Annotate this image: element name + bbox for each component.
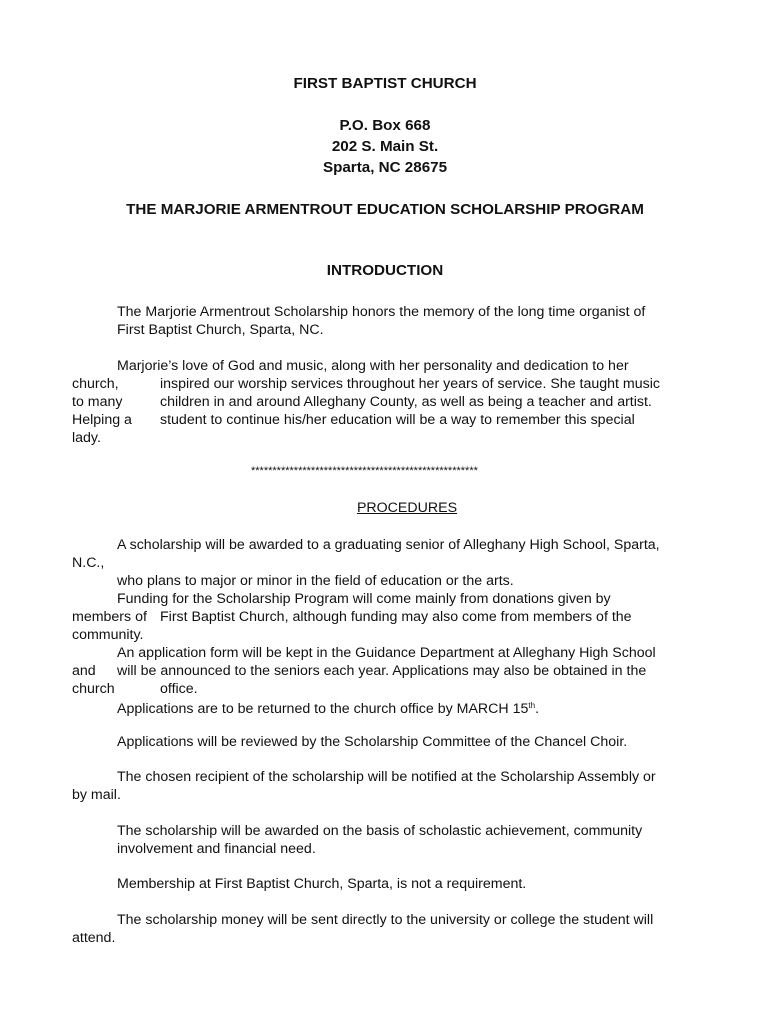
address-line-3: Sparta, NC 28675	[322, 159, 448, 176]
proc-g-line1: The scholarship will be awarded on the basis of scholastic achievement, community	[117, 823, 643, 839]
asterisk-divider: *****************************************************	[251, 465, 478, 477]
intro-para2-right-2: children in and around Alleghany County, as well as being a teacher and artist.	[160, 394, 652, 410]
introduction-heading: INTRODUCTION	[326, 262, 444, 279]
address-line-2: 202 S. Main St.	[331, 138, 439, 155]
proc-f-line1: The chosen recipient of the scholarship will be notified at the Scholarship Assembly or	[117, 769, 656, 785]
intro-para2-left-1: church,	[72, 376, 119, 392]
deadline-ordinal: th	[528, 701, 536, 710]
deadline-text: Applications are to be returned to the church office by MARCH 15	[117, 701, 529, 717]
proc-i-line1: The scholarship money will be sent directly to the university or college the student will	[117, 912, 654, 928]
proc-b-left: members of	[72, 609, 147, 625]
church-name: FIRST BAPTIST CHURCH	[293, 75, 477, 92]
procedures-heading: PROCEDURES	[356, 500, 458, 516]
intro-para2-line1: Marjorie’s love of God and music, along with her personality and dedication to her	[117, 358, 629, 374]
intro-para2-left-4: lady.	[72, 430, 101, 446]
intro-para2-left-2: to many	[72, 394, 123, 410]
proc-a-line2: N.C.,	[72, 555, 105, 571]
proc-b-line2: First Baptist Church, although funding may also come from members of the	[160, 609, 632, 625]
proc-c-line1: An application form will be kept in the Guidance Department at Alleghany High School	[117, 645, 656, 661]
proc-e-line1: Applications will be reviewed by the Scholarship Committee of the Chancel Choir.	[117, 734, 628, 750]
proc-g-line2: involvement and financial need.	[117, 841, 316, 857]
intro-para1-line2: First Baptist Church, Sparta, NC.	[117, 322, 324, 338]
proc-a-line3: who plans to major or minor in the field of education or the arts.	[117, 573, 514, 589]
intro-para2-left-3: Helping a	[72, 412, 132, 428]
proc-i-line2: attend.	[72, 930, 116, 946]
proc-c-line2: will be announced to the seniors each year. Applications may also be obtained in the	[117, 663, 647, 679]
intro-para2-right-1: inspired our worship services throughout her years of service. She taught music	[160, 376, 660, 392]
proc-b-line1: Funding for the Scholarship Program will come mainly from donations given by	[117, 591, 611, 607]
proc-c-left-2: church	[72, 681, 115, 697]
proc-c-line3: office.	[160, 681, 198, 697]
proc-d-line1	[117, 697, 539, 718]
program-title: THE MARJORIE ARMENTROUT EDUCATION SCHOLARSHIP PROGRAM	[126, 201, 644, 218]
intro-para2-right-3: student to continue his/her education will be a way to remember this special	[160, 412, 635, 428]
proc-b-line3: community.	[72, 627, 144, 643]
intro-para1-line1: The Marjorie Armentrout Scholarship honors the memory of the long time organist of	[117, 304, 646, 320]
address-line-1: P.O. Box 668	[339, 117, 431, 134]
proc-c-left: and	[72, 663, 96, 679]
proc-a-line1: A scholarship will be awarded to a graduating senior of Alleghany High School, Sparta,	[117, 537, 660, 553]
deadline-period: .	[535, 701, 540, 717]
proc-f-line2: by mail.	[72, 787, 121, 803]
proc-h-line1: Membership at First Baptist Church, Sparta, is not a requirement.	[117, 876, 527, 892]
